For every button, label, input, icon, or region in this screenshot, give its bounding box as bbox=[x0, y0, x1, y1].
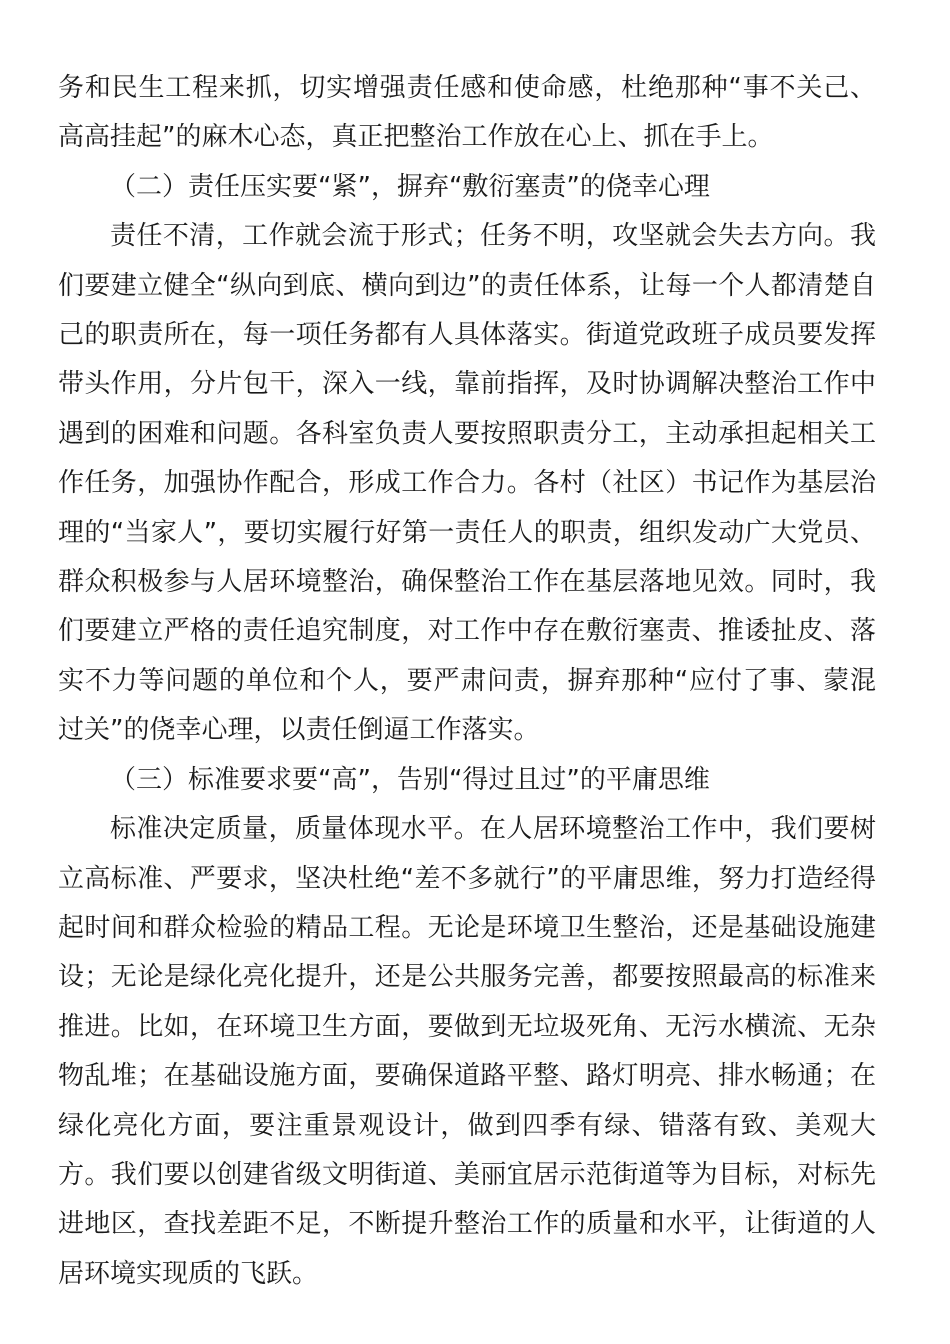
body-paragraph-continuation: 务和民生工程来抓，切实增强责任感和使命感，杜绝那种“事不关己、高高挂起”的麻木心态，真正把整治工作放在心上、抓在手上。 bbox=[58, 73, 876, 153]
body-paragraph-responsibility: 责任不清，工作就会流于形式；任务不明，攻坚就会失去方向。我们要建立健全“纵向到底、横向到边”的责任体系，让每一个人都清楚自己的职责所在，每一项任务都有人具体落实。街道党政班子成员要发挥带头作用，分片包干，深入一线，靠前指挥，及时协调解决整治工作中遇到的困难和问题。各科室负责人要按照职责分工，主动承担起相关工作任务，加强协作配合，形成工作合力。各村（社区）书记作为基层治理的“当家人”，要切实履行好第一责任人的职责，组织发动广大党员、群众积极参与人居环境整治，确保整治工作在基层落地见效。同时，我们要建立严格的责任追究制度，对工作中存在敷衍塞责、推诿扯皮、落实不力等问题的单位和个人，要严肃问责，摒弃那种“应付了事、蒙混过关”的侥幸心理，以责任倒逼工作落实。 bbox=[58, 221, 876, 746]
document-body bbox=[58, 64, 876, 1299]
body-paragraph-standards: 标准决定质量，质量体现水平。在人居环境整治工作中，我们要树立高标准、严要求，坚决杜绝“差不多就行”的平庸思维，努力打造经得起时间和群众检验的精品工程。无论是环境卫生整治，还是基础设施建设；无论是绿化亮化提升，还是公共服务完善，都要按照最高的标准来推进。比如，在环境卫生方面，要做到无垃圾死角、无污水横流、无杂物乱堆；在基础设施方面，要确保道路平整、路灯明亮、排水畅通；在绿化亮化方面，要注重景观设计，做到四季有绿、错落有致、美观大方。我们要以创建省级文明街道、美丽宜居示范街道等为目标，对标先进地区，查找差距不足，不断提升整治工作的质量和水平，让街道的人居环境实现质的飞跃。 bbox=[58, 814, 876, 1289]
section-heading-two: （二）责任压实要“紧”，摒弃“敷衍塞责”的侥幸心理 bbox=[110, 171, 710, 202]
section-heading-three: （三）标准要求要“高”，告别“得过且过”的平庸思维 bbox=[110, 764, 710, 795]
